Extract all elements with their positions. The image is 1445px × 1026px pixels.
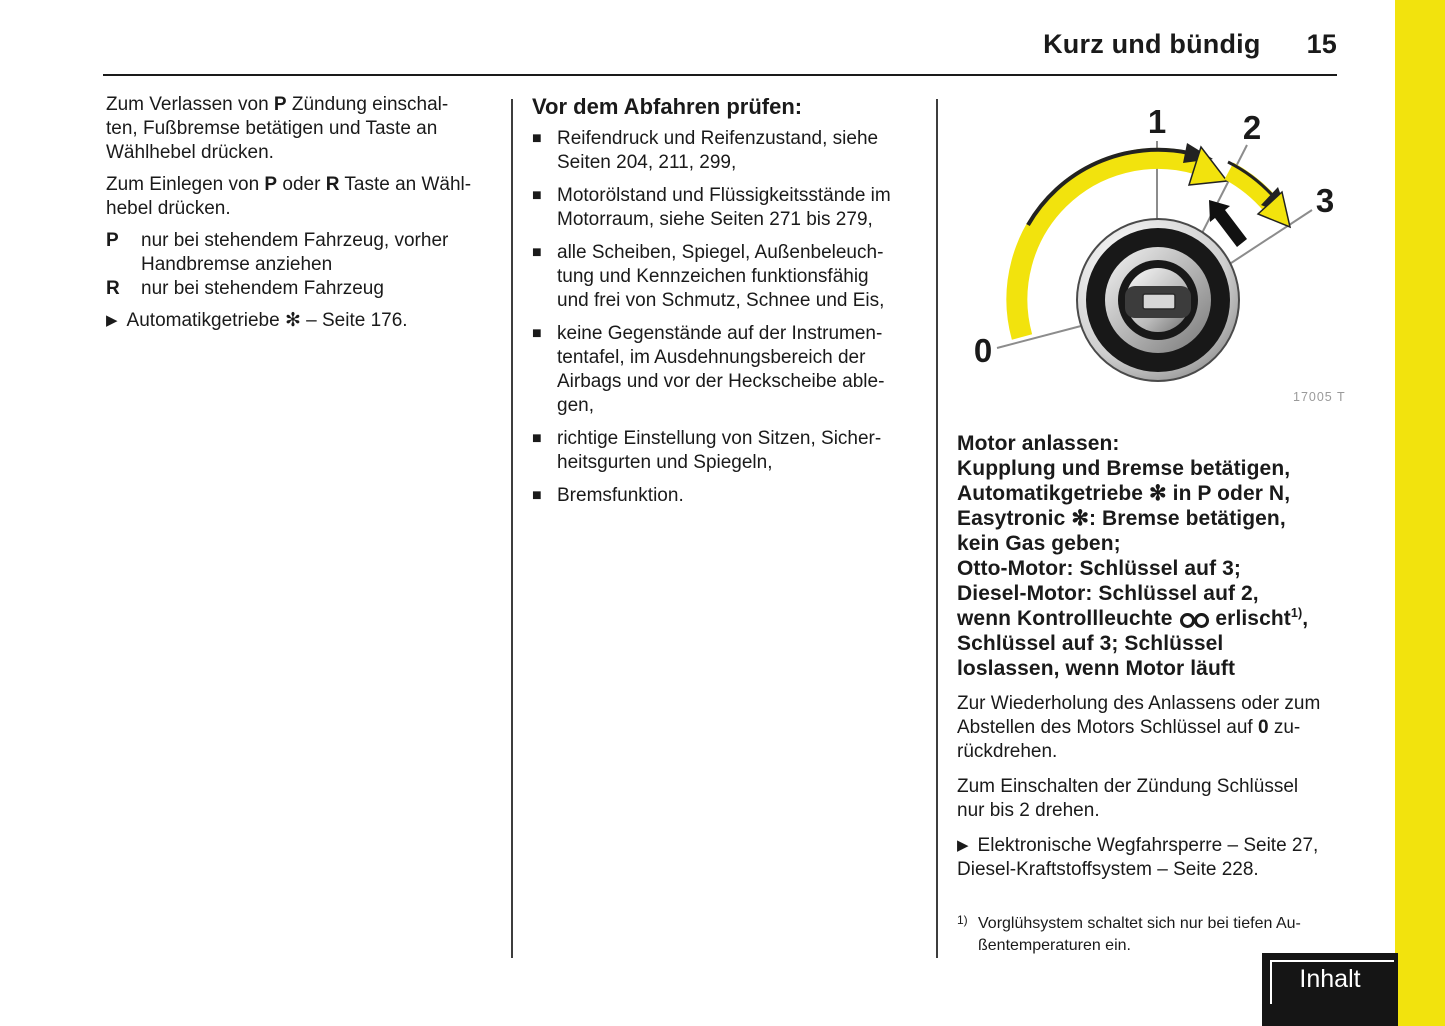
text-line: ten, Fußbremse betätigen und Taste an (106, 118, 438, 139)
text-line: und frei von Schmutz, Schnee und Eis, (557, 290, 885, 311)
text-line: tung und Kennzeichen funktionsfähig (557, 266, 869, 287)
text-line: Motorölstand und Flüssigkeitsstände im (557, 185, 891, 206)
checklist-item-text (557, 184, 891, 232)
definition-row-r (106, 277, 506, 301)
figure-caption: 17005 T (1293, 390, 1346, 404)
text-line: Schlüssel auf 3; Schlüssel (957, 632, 1224, 655)
checklist-item (532, 127, 918, 175)
figure-label-0: 0 (973, 332, 993, 369)
inhalt-button-label: Inhalt (1299, 965, 1361, 993)
figure-label-1: 1 (1147, 103, 1167, 140)
start-engine-instructions (957, 431, 1352, 681)
text-line: tentafel, im Ausdehnungsbereich der (557, 347, 866, 368)
square-bullet-icon: ■ (532, 130, 542, 147)
text-line: Automatikgetriebe ✻ in P oder N, (957, 482, 1291, 505)
text-line: nur bei stehendem Fahrzeug, vorher (141, 230, 449, 251)
square-bullet-icon: ■ (532, 325, 542, 342)
text-line: richtige Einstellung von Sitzen, Sicher- (557, 428, 882, 449)
paragraph-restart (957, 692, 1352, 764)
checklist-item-text (557, 241, 884, 313)
definition-term: R (106, 278, 120, 299)
text-line: ▶ Elektronische Wegfahrsperre – Seite 27, (957, 835, 1319, 856)
text-line: nur bei stehendem Fahrzeug (141, 278, 384, 299)
square-bullet-icon: ■ (532, 430, 542, 447)
footnote-text (978, 913, 1301, 957)
square-bullet-icon: ■ (532, 187, 542, 204)
text-line: Reifendruck und Reifenzustand, siehe (557, 128, 879, 149)
column-separator (511, 99, 513, 958)
checklist-item (532, 322, 918, 418)
page-number: 15 (1306, 29, 1337, 59)
text-line: Motor anlassen: (957, 432, 1120, 455)
checklist-item (532, 427, 918, 475)
text-line: Vorglühsystem schaltet sich nur bei tiefen Au- (978, 915, 1301, 932)
text-line: gen, (557, 395, 594, 416)
text-line: hebel drücken. (106, 198, 231, 219)
paragraph-leave-p (106, 93, 506, 165)
text-line: Zur Wiederholung des Anlassens oder zum (957, 693, 1321, 714)
text-line: Diesel-Kraftstoffsystem – Seite 228. (957, 859, 1259, 880)
ignition-lock (1077, 219, 1239, 381)
column-separator (936, 99, 938, 958)
header-rule (103, 74, 1337, 76)
paragraph-ignition-on (957, 775, 1352, 823)
definition-description (141, 229, 448, 277)
checklist-item-text (557, 322, 884, 418)
section-heading: Vor dem Abfahren prüfen: (532, 94, 803, 119)
checklist-item (532, 484, 918, 508)
left-column (106, 93, 506, 333)
page-header (103, 29, 1337, 60)
middle-column (532, 93, 918, 517)
checklist-item-text (557, 427, 881, 475)
inhalt-button[interactable] (1262, 953, 1398, 1026)
text-line: Seiten 204, 211, 299, (557, 152, 737, 173)
text-line: alle Scheiben, Spiegel, Außenbeleuch- (557, 242, 884, 263)
page-edge-tab-stripe (1395, 0, 1445, 1026)
text-line: kein Gas geben; (957, 532, 1121, 555)
text-line: Wählhebel drücken. (106, 142, 274, 163)
square-bullet-icon: ■ (532, 244, 542, 261)
figure-label-2: 2 (1242, 109, 1262, 146)
text-line: Abstellen des Motors Schlüssel auf 0 zu- (957, 717, 1301, 738)
checklist-item-text (557, 484, 684, 508)
definition-term: P (106, 230, 119, 251)
checklist-item-text (557, 127, 878, 175)
figure-label-3: 3 (1315, 182, 1335, 219)
text-line: Zum Einschalten der Zündung Schlüssel (957, 776, 1299, 797)
text-line: Zum Verlassen von P Zündung einschal- (106, 94, 449, 115)
footnote (957, 913, 1357, 957)
definition-description (141, 277, 384, 301)
chapter-title: Kurz und bündig (1043, 29, 1261, 59)
cross-reference: ▶ Automatikgetriebe ✻ – Seite 176. (106, 310, 408, 331)
text-line: Airbags und vor der Heckscheibe able- (557, 371, 885, 392)
text-line: Otto-Motor: Schlüssel auf 3; (957, 557, 1241, 580)
yellow-arc-2-to-3 (1228, 162, 1290, 227)
text-line: wenn Kontrollleuchte erlischt$^{1)}$, (957, 606, 1309, 630)
checklist-item (532, 184, 918, 232)
text-line: Zum Einlegen von P oder R Taste an Wähl- (106, 174, 472, 195)
text-line: keine Gegenstände auf der Instrumen- (557, 323, 883, 344)
text-line: Bremsfunktion. (557, 485, 684, 506)
turn-arrow-icon (1209, 200, 1247, 247)
keyhole-slot (1143, 294, 1175, 309)
right-column (957, 95, 1352, 882)
text-line: Handbremse anziehen (141, 254, 333, 275)
ignition-lock-figure (957, 95, 1352, 410)
text-line: Motorraum, siehe Seiten 271 bis 279, (557, 209, 873, 230)
text-line: nur bis 2 drehen. (957, 800, 1100, 821)
text-line: Easytronic ✻: Bremse betätigen, (957, 507, 1286, 530)
square-bullet-icon: ■ (532, 487, 542, 504)
text-line: rückdrehen. (957, 741, 1058, 762)
text-line: ßentemperaturen ein. (978, 937, 1131, 954)
cross-reference (957, 834, 1352, 882)
footnote-marker: 1) (957, 913, 968, 927)
checklist-item (532, 241, 918, 313)
text-line: Diesel-Motor: Schlüssel auf 2, (957, 582, 1259, 605)
definition-row-p (106, 229, 506, 277)
text-line: heitsgurten und Spiegeln, (557, 452, 773, 473)
text-line: loslassen, wenn Motor läuft (957, 657, 1236, 680)
paragraph-engage-pr (106, 173, 506, 221)
glow-plug-indicator-icon (1178, 610, 1209, 628)
text-line: Kupplung und Bremse betätigen, (957, 457, 1291, 480)
